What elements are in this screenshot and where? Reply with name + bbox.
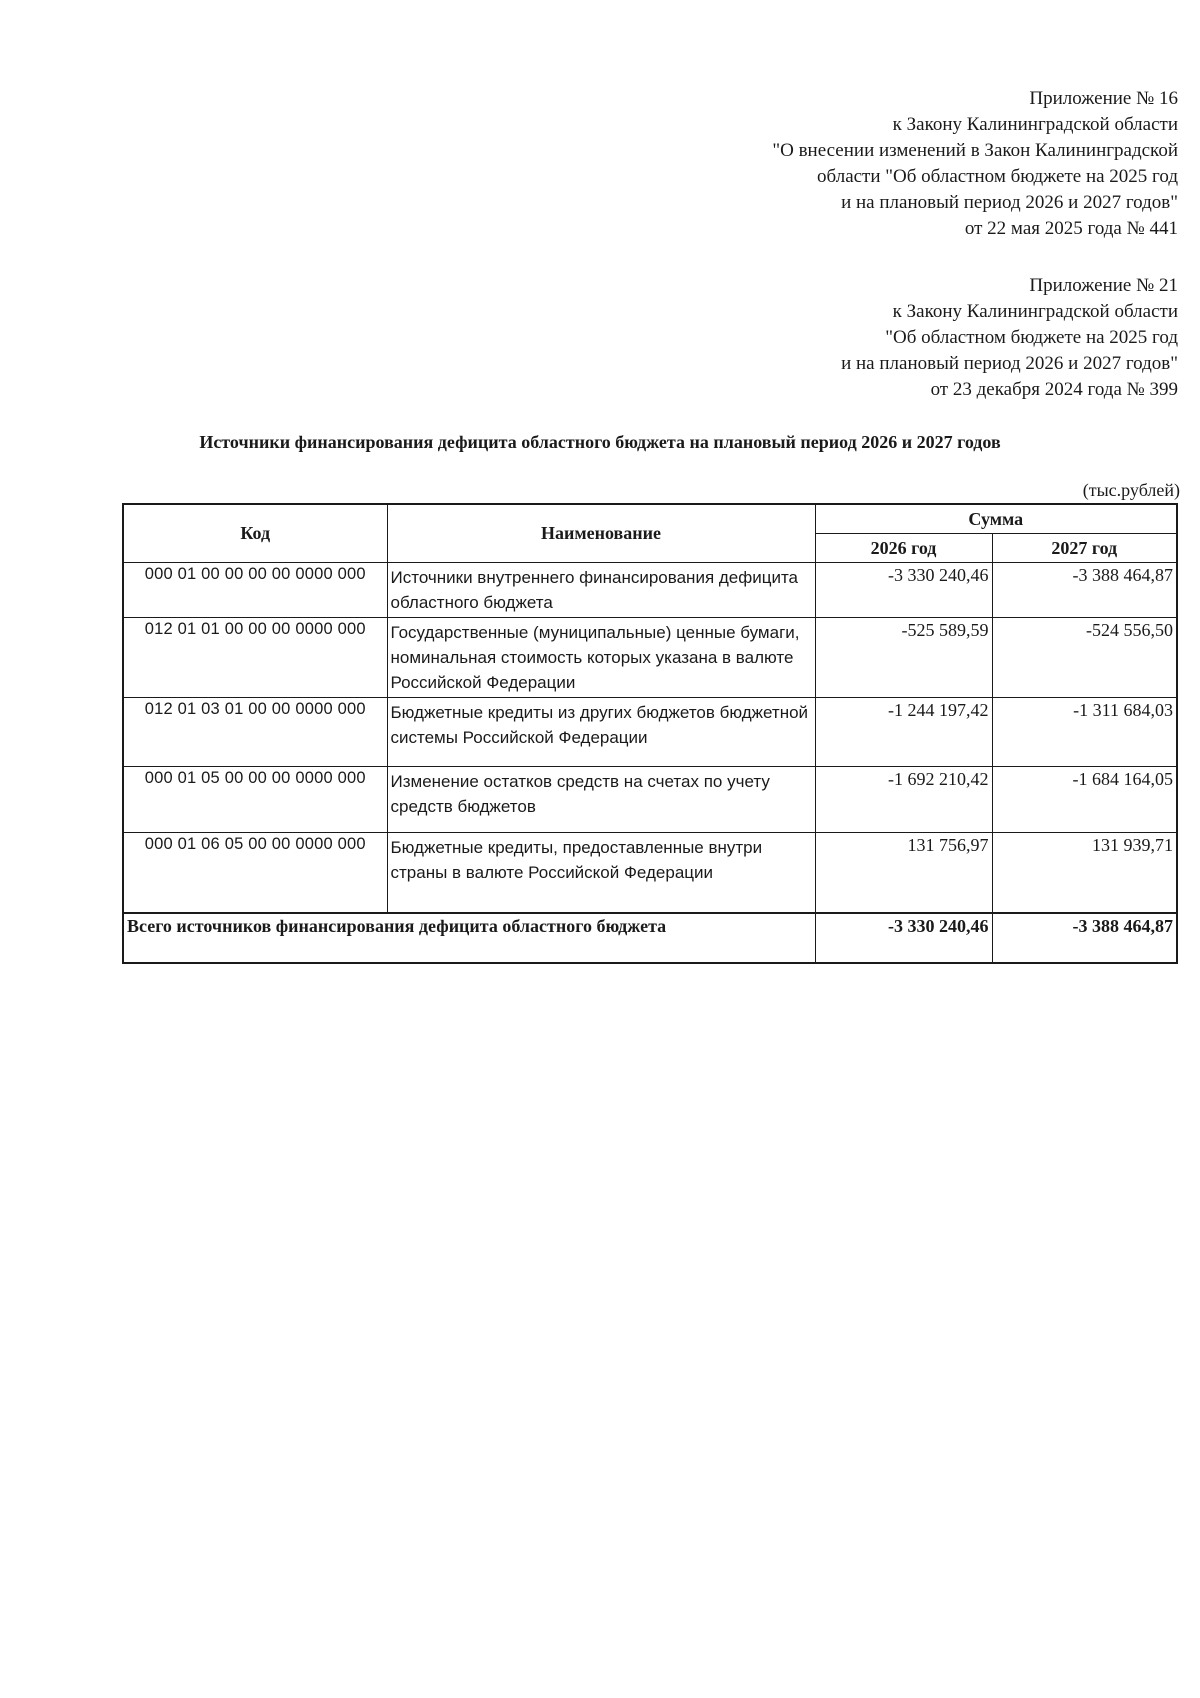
table-header-row <box>123 504 1177 534</box>
row-value-2027: 131 939,71 <box>992 833 1177 914</box>
row-name: Государственные (муниципальные) ценные бумаги, номинальная стоимость которых указана в валюте Российской Федерации <box>387 618 815 698</box>
column-header-2027: 2027 год <box>992 534 1177 563</box>
appendix-16-line: Приложение № 16 <box>1029 88 1178 109</box>
total-value-2026: -3 330 240,46 <box>815 913 992 963</box>
appendix-16-line: от 22 мая 2025 года № 441 <box>964 218 1178 239</box>
table-row <box>123 618 1177 698</box>
units-label: (тыс.рублей) <box>1082 480 1180 500</box>
total-row <box>123 913 1177 963</box>
row-value-2026: -1 692 210,42 <box>815 767 992 833</box>
appendix-16-line: и на плановый период 2026 и 2027 годов" <box>841 192 1178 213</box>
row-code: 000 01 05 00 00 00 0000 000 <box>123 767 387 833</box>
appendix-21-line: и на плановый период 2026 и 2027 годов" <box>841 353 1178 374</box>
row-value-2027: -524 556,50 <box>992 618 1177 698</box>
row-value-2027: -1 311 684,03 <box>992 698 1177 767</box>
row-code: 000 01 06 05 00 00 0000 000 <box>123 833 387 914</box>
appendix-16-line: области "Об областном бюджете на 2025 год <box>817 166 1178 187</box>
row-value-2026: -3 330 240,46 <box>815 563 992 618</box>
column-header-2026: 2026 год <box>815 534 992 563</box>
appendix-21-header <box>841 273 1178 403</box>
appendix-16-line: "О внесении изменений в Закон Калининградской <box>772 140 1178 161</box>
appendix-21-line: "Об областном бюджете на 2025 год <box>885 327 1178 348</box>
row-value-2026: -525 589,59 <box>815 618 992 698</box>
row-value-2027: -3 388 464,87 <box>992 563 1177 618</box>
appendix-16-header <box>772 86 1178 242</box>
row-value-2027: -1 684 164,05 <box>992 767 1177 833</box>
appendix-21-line: от 23 декабря 2024 года № 399 <box>930 379 1178 400</box>
row-name: Бюджетные кредиты, предоставленные внутри страны в валюте Российской Федерации <box>387 833 815 914</box>
table-row <box>123 833 1177 914</box>
row-code: 012 01 03 01 00 00 0000 000 <box>123 698 387 767</box>
document-title: Источники финансирования дефицита областного бюджета на плановый период 2026 и 2027 годов <box>199 432 1001 452</box>
financing-sources-table <box>122 503 1178 964</box>
row-name: Изменение остатков средств на счетах по учету средств бюджетов <box>387 767 815 833</box>
appendix-16-line: к Закону Калининградской области <box>892 114 1178 135</box>
appendix-21-line: к Закону Калининградской области <box>892 301 1178 322</box>
total-label: Всего источников финансирования дефицита областного бюджета <box>123 913 815 963</box>
row-value-2026: -1 244 197,42 <box>815 698 992 767</box>
row-name: Источники внутреннего финансирования дефицита областного бюджета <box>387 563 815 618</box>
table-row <box>123 698 1177 767</box>
row-code: 012 01 01 00 00 00 0000 000 <box>123 618 387 698</box>
column-header-code: Код <box>123 504 387 563</box>
table-row <box>123 767 1177 833</box>
appendix-21-line: Приложение № 21 <box>1029 275 1178 296</box>
column-header-sum: Сумма <box>815 504 1177 534</box>
column-header-name: Наименование <box>387 504 815 563</box>
row-value-2026: 131 756,97 <box>815 833 992 914</box>
row-name: Бюджетные кредиты из других бюджетов бюджетной системы Российской Федерации <box>387 698 815 767</box>
table-row <box>123 563 1177 618</box>
total-value-2027: -3 388 464,87 <box>992 913 1177 963</box>
row-code: 000 01 00 00 00 00 0000 000 <box>123 563 387 618</box>
